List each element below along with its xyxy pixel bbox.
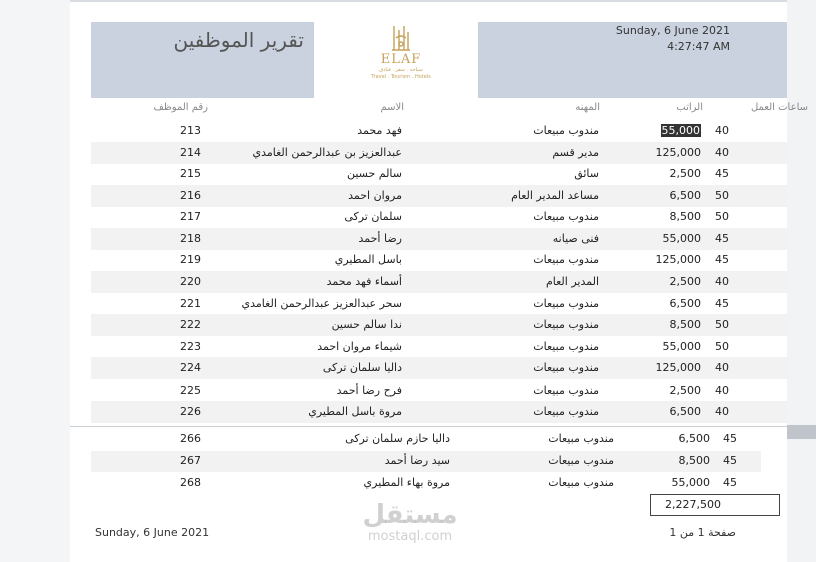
report-date: Sunday, 6 June 2021 (615, 24, 730, 37)
logo-name: ELAF (380, 52, 422, 67)
column-header-salary: الراتب (676, 102, 703, 113)
page-top-border (70, 0, 787, 2)
section-divider (70, 426, 787, 427)
employee-number-cell: 215 (180, 167, 201, 180)
table-row[interactable] (91, 451, 761, 472)
employee-profession-cell: مندوب مبيعات (533, 361, 599, 374)
employee-number-cell: 220 (180, 275, 201, 288)
employee-name-cell: عبدالعزيز بن عبدالرحمن الغامدي (252, 146, 402, 159)
logo-tagline: Travel . Tourism . Hotels (371, 74, 431, 80)
table-row[interactable] (91, 163, 787, 185)
employee-hours-cell: 40 (715, 124, 729, 137)
employee-salary-cell: 6,500 (669, 405, 701, 418)
employee-hours-cell: 50 (715, 318, 729, 331)
employee-profession-cell: مندوب مبيعات (533, 340, 599, 353)
employee-hours-cell: 45 (715, 232, 729, 245)
employee-number-cell: 268 (180, 476, 201, 489)
window-right-edge (787, 0, 816, 562)
employee-salary-cell: 6,500 (678, 432, 710, 445)
column-header-profession: المهنه (575, 102, 600, 113)
employee-profession-cell: مندوب مبيعات (533, 384, 599, 397)
employee-profession-cell: مندوب مبيعات (548, 454, 614, 467)
employee-name-cell: فرح رضا أحمد (336, 384, 402, 397)
employee-number-cell: 216 (180, 189, 201, 202)
employee-hours-cell: 40 (715, 384, 729, 397)
watermark-arabic: مستقل (362, 500, 458, 530)
employee-name-cell: مروة بهاء المطيري (363, 476, 450, 489)
employee-number-cell: 266 (180, 432, 201, 445)
employee-salary-cell: 125,000 (655, 253, 701, 266)
employee-salary-cell: 2,500 (669, 167, 701, 180)
table-row[interactable] (91, 228, 787, 250)
watermark-latin: mostaql.com (367, 529, 453, 544)
footer-date: Sunday, 6 June 2021 (95, 526, 210, 539)
table-row[interactable] (91, 429, 761, 450)
column-header-employee-number: رقم الموظف (153, 102, 208, 113)
employee-hours-cell: 45 (723, 476, 737, 489)
employee-number-cell: 213 (180, 124, 201, 137)
employee-salary-cell: 6,500 (669, 297, 701, 310)
table-row[interactable] (91, 249, 787, 271)
employee-name-cell: داليا سلمان تركى (322, 361, 402, 374)
employee-profession-cell: مندوب مبيعات (533, 124, 599, 137)
employee-name-cell: رضا أحمد (358, 232, 402, 245)
table-row[interactable] (91, 185, 787, 207)
employee-name-cell: سحر عبدالعزيز عبدالرحمن الغامدي (241, 297, 402, 310)
employee-name-cell: أسماء فهد محمد (326, 275, 402, 288)
table-row[interactable] (91, 293, 787, 315)
employee-name-cell: باسل المطيري (334, 253, 402, 266)
employee-hours-cell: 40 (715, 146, 729, 159)
employee-number-cell: 267 (180, 454, 201, 467)
employee-profession-cell: مساعد المدير العام (511, 189, 599, 202)
table-row[interactable] (91, 401, 787, 423)
employee-salary-cell: 55,000 (661, 124, 700, 137)
employee-salary-cell: 8,500 (678, 454, 710, 467)
employee-name-cell: ندا سالم حسين (331, 318, 402, 331)
employee-profession-cell: مندوب مبيعات (533, 210, 599, 223)
column-header-work-hours: ساعات العمل (750, 102, 808, 113)
employee-name-cell: سيد رضا أحمد (384, 454, 450, 467)
report-time: 4:27:47 AM (667, 40, 730, 53)
employee-hours-cell: 45 (715, 167, 729, 180)
employee-salary-cell: 125,000 (655, 146, 701, 159)
logo-arabic-tagline: سياحة . سفر . فنادق (379, 67, 423, 73)
table-row[interactable] (91, 271, 787, 293)
salary-total: 2,227,500 (665, 498, 721, 511)
column-header-name: الاسم (380, 102, 404, 113)
employee-hours-cell: 50 (715, 210, 729, 223)
table-row[interactable] (91, 473, 761, 494)
employee-profession-cell: المدير العام (545, 275, 599, 288)
employee-hours-cell: 40 (715, 361, 729, 374)
elaf-logo-icon (390, 24, 412, 54)
employee-number-cell: 223 (180, 340, 201, 353)
employee-name-cell: فهد محمد (357, 124, 402, 137)
employee-salary-cell: 2,500 (669, 275, 701, 288)
employee-profession-cell: فنى صيانه (552, 232, 599, 245)
employee-hours-cell: 45 (723, 454, 737, 467)
date-box (478, 22, 787, 98)
employee-name-cell: سلمان تركى (344, 210, 402, 223)
table-row[interactable] (91, 314, 787, 336)
employee-name-cell: مروة باسل المطيري (308, 405, 402, 418)
table-row[interactable] (91, 336, 787, 358)
employee-profession-cell: مندوب مبيعات (533, 405, 599, 418)
employee-profession-cell: مندوب مبيعات (548, 432, 614, 445)
employee-number-cell: 214 (180, 146, 201, 159)
employee-number-cell: 219 (180, 253, 201, 266)
employee-number-cell: 218 (180, 232, 201, 245)
employee-name-cell: مروان احمد (348, 189, 402, 202)
employee-name-cell: سالم حسين (346, 167, 402, 180)
employee-salary-cell: 8,500 (669, 318, 701, 331)
employee-number-cell: 225 (180, 384, 201, 397)
employee-number-cell: 221 (180, 297, 201, 310)
employee-salary-cell: 6,500 (669, 189, 701, 202)
employee-profession-cell: مدير قسم (552, 146, 599, 159)
employee-salary-cell: 125,000 (655, 361, 701, 374)
employee-hours-cell: 45 (715, 253, 729, 266)
horizontal-scrollbar[interactable] (787, 425, 816, 439)
table-row[interactable] (91, 380, 787, 402)
employee-salary-cell: 55,000 (662, 340, 701, 353)
title-box (91, 22, 314, 98)
employee-name-cell: داليا حازم سلمان تركى (345, 432, 450, 445)
mostaql-watermark (350, 500, 470, 544)
employee-number-cell: 226 (180, 405, 201, 418)
table-row[interactable] (91, 142, 787, 164)
employee-hours-cell: 40 (715, 275, 729, 288)
employee-profession-cell: مندوب مبيعات (533, 297, 599, 310)
employee-hours-cell: 45 (715, 297, 729, 310)
employee-salary-cell: 8,500 (669, 210, 701, 223)
report-title: تقرير الموظفين (173, 28, 304, 52)
employee-profession-cell: مندوب مبيعات (533, 253, 599, 266)
employee-profession-cell: مندوب مبيعات (533, 318, 599, 331)
salary-total-box[interactable] (650, 494, 780, 516)
employee-number-cell: 222 (180, 318, 201, 331)
employee-salary-cell: 2,500 (669, 384, 701, 397)
table-row[interactable] (91, 206, 787, 228)
table-row[interactable] (91, 357, 787, 379)
employee-hours-cell: 50 (715, 189, 729, 202)
elaf-logo (360, 24, 442, 96)
employee-hours-cell: 40 (715, 405, 729, 418)
employee-salary-cell: 55,000 (662, 232, 701, 245)
employee-number-cell: 224 (180, 361, 201, 374)
employee-hours-cell: 50 (715, 340, 729, 353)
employee-hours-cell: 45 (723, 432, 737, 445)
employee-profession-cell: سائق (574, 167, 599, 180)
employee-salary-cell: 55,000 (671, 476, 710, 489)
employee-number-cell: 217 (180, 210, 201, 223)
footer-page-number: صفحة 1 من 1 (669, 526, 736, 539)
employee-name-cell: شيماء مروان احمد (317, 340, 402, 353)
employee-profession-cell: مندوب مبيعات (548, 476, 614, 489)
table-row[interactable] (91, 120, 787, 142)
